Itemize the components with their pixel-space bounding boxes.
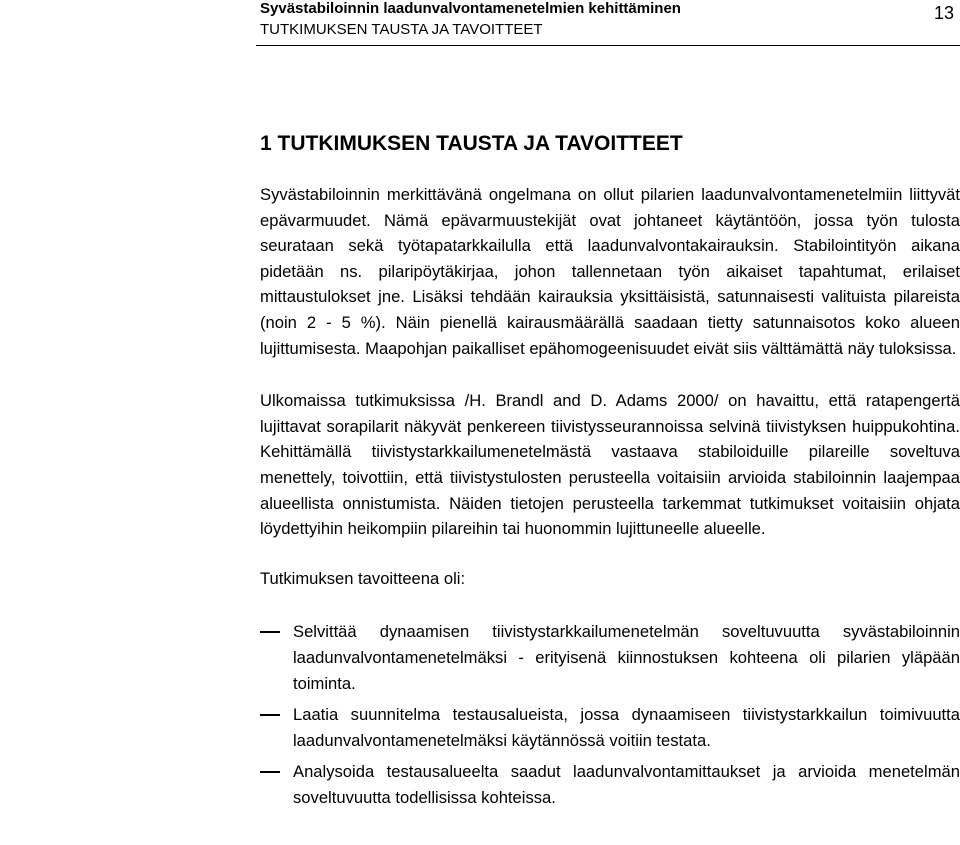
dash-bullet-icon: [260, 714, 280, 716]
goal-text: Selvittää dynaamisen tiivistystarkkailumenetelmän soveltuvuutta syvästabiloinnin laadunvalvontamenetelmäksi - erityisenä kiinnostuksen kohteena oli pilarien yläpään toiminta.: [293, 622, 960, 693]
goal-item-2: [260, 702, 960, 753]
dash-bullet-icon: [260, 771, 280, 773]
dash-bullet-icon: [260, 631, 280, 633]
goal-item-3: [260, 759, 960, 810]
goal-text: Laatia suunnitelma testausalueista, jossa dynaamiseen tiivistystarkkailun toimivuutta laadunvalvontamenetelmäksi käytännössä voitiin testata.: [293, 705, 960, 750]
running-header-subtitle: TUTKIMUKSEN TAUSTA JA TAVOITTEET: [260, 21, 543, 38]
section-body: [260, 182, 960, 816]
goal-text: Analysoida testausalueelta saadut laadunvalvontamittaukset ja arvioida menetelmän soveltuvuutta todellisissa kohteissa.: [293, 762, 960, 807]
goals-intro: Tutkimuksen tavoitteena oli:: [260, 568, 466, 588]
header-divider: [256, 45, 960, 46]
goal-item-1: [260, 619, 960, 696]
section-heading: 1 TUTKIMUKSEN TAUSTA JA TAVOITTEET: [260, 132, 683, 155]
running-header-title: Syvästabiloinnin laadunvalvontamenetelmien kehittäminen: [260, 0, 681, 17]
paragraph-1: Syvästabiloinnin merkittävänä ongelmana on ollut pilarien laadunvalvontamenetelmiin liittyvät epävarmuudet. Nämä epävarmuustekijät ovat johtaneet käytäntöön, jossa työn tulosta seurataan sekä työtapatarkkailulla että laadunvalvontakairauksin. Stabilointityön aikana pidetään ns. pilaripöytäkirjaa, johon tallennetaan työn aikaiset tapahtumat, erilaiset mittaustulokset jne. Lisäksi tehdään kairauksia yksittäisistä, satunnaisesti valituista pilareista (noin 2 - 5 %). Näin pienellä kairausmäärällä saadaan tietty satunnaisotos koko alueen lujittumisesta. Maapohjan paikalliset epähomogeenisuudet eivät siis välttämättä näy tuloksissa.: [260, 185, 960, 358]
goals-list: [260, 619, 960, 810]
page-number: 13: [934, 3, 955, 23]
paragraph-2: Ulkomaissa tutkimuksissa /H. Brandl and D. Adams 2000/ on havaittu, että ratapengertä lujittavat sorapilarit näkyvät penkereen tiivistysseurannoissa selvinä tiivistyksen huippukohtina. Kehittämällä tiivistystarkkailumenetelmästä vastaava stabiloiduille pilareille soveltuva menettely, toivottiin, että tiivistystulosten perusteella voitaisiin arvioida stabiloinnin laajempaa alueellista onnistumista. Näiden tietojen perusteella tarkemmat tutkimukset voitaisiin ohjata löydettyihin heikompiin pilareihin tai huonommin lujittuneelle alueelle.: [260, 391, 960, 539]
